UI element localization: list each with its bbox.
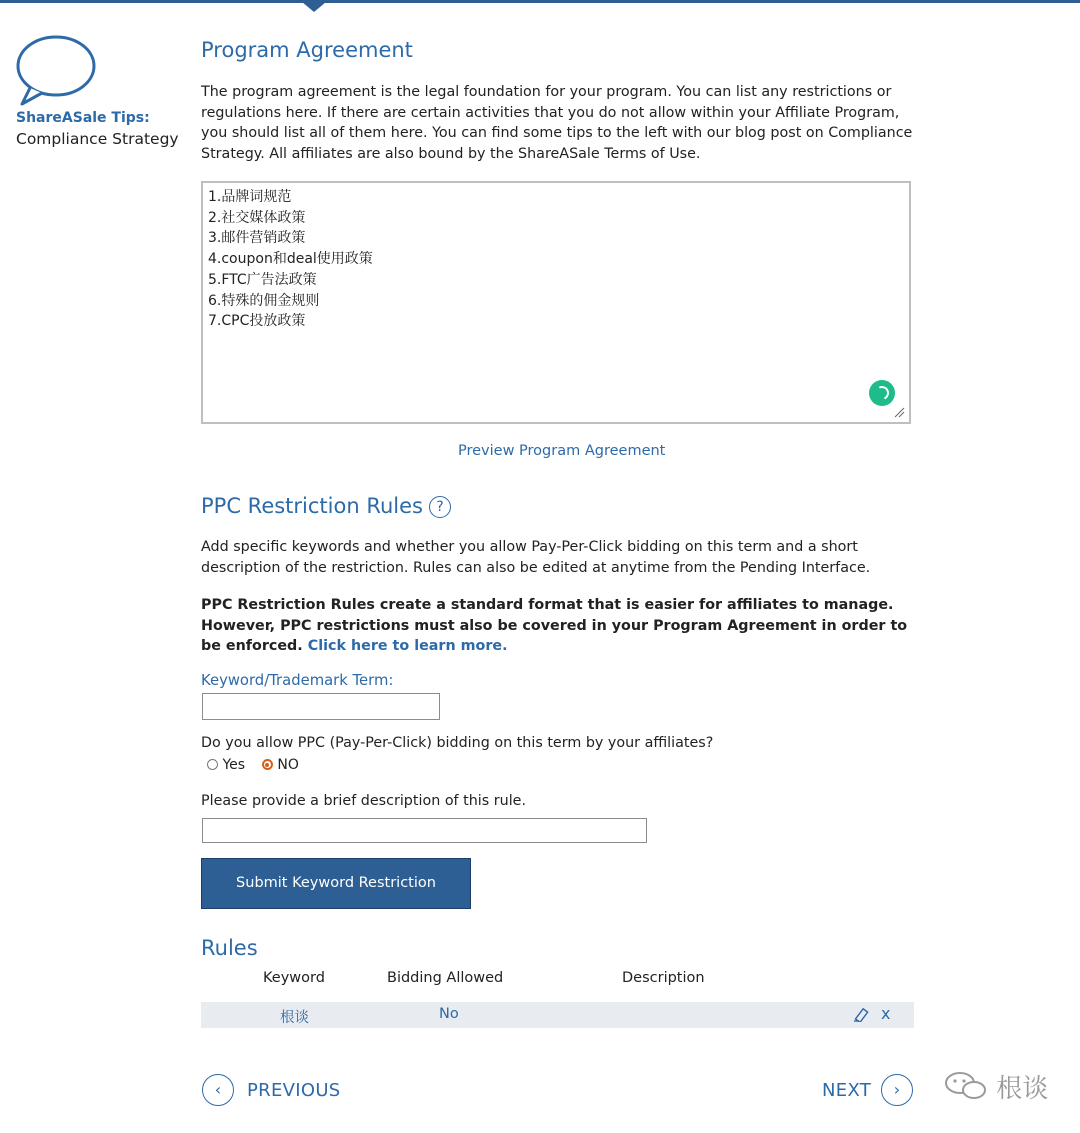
wechat-icon [944,1071,988,1101]
program-agreement-description: The program agreement is the legal foundation for your program. You can list any restrictions or regulations here. If there are certain activities that you do not allow within your Affiliate Program, you should list all of them here. You can find some tips to the left with our blog post on Compliance Strategy. All affiliates are also bound by the ShareASale Terms of Use. [201,84,913,163]
rules-column-bidding: Bidding Allowed [387,970,504,986]
program-agreement-title: Program Agreement [201,38,413,62]
bidding-question: Do you allow PPC (Pay-Per-Click) bidding on this term by your affiliates? [201,735,714,751]
rules-title: Rules [201,936,258,960]
help-icon[interactable]: ? [429,496,451,518]
table-row [201,1002,914,1028]
agreement-line: 1.品牌词规范 [208,189,292,205]
tips-title: ShareASale Tips: [16,110,150,126]
radio-no[interactable] [262,759,273,770]
ppc-description: Add specific keywords and whether you allow Pay-Per-Click bidding on this term and a short description of the restriction. Rules can also be edited at anytime from the Pending Interface. [201,539,871,576]
previous-button[interactable]: PREVIOUS [247,1080,341,1101]
agreement-line: 4.coupon和deal使用政策 [208,251,373,268]
speech-bubble-icon [16,34,98,106]
next-chevron-icon[interactable]: › [881,1074,913,1106]
ppc-title-row [201,494,451,518]
radio-yes[interactable] [207,759,218,770]
next-button[interactable]: NEXT [822,1080,872,1101]
top-bar-notch [302,2,326,12]
pencil-icon[interactable] [853,1006,871,1022]
rule-keyword: 根谈 [280,1010,309,1026]
learn-more-link[interactable]: Click here to learn more. [307,638,508,655]
resize-handle-icon[interactable] [893,406,905,418]
description-input[interactable] [202,818,647,843]
delete-icon[interactable]: x [881,1004,891,1023]
agreement-line: 2.社交媒体政策 [208,209,306,226]
watermark [944,1068,1048,1105]
ppc-title: PPC Restriction Rules [201,494,423,518]
compliance-strategy-link[interactable]: Compliance Strategy [16,130,179,148]
bidding-options [207,757,299,773]
previous-chevron-icon[interactable]: ‹ [202,1074,234,1106]
ppc-notice-text: PPC Restriction Rules create a standard format that is easier for affiliates to manage. However, PPC restrictions must also be covered in your Program Agreement in order to be enforced. [201,597,908,655]
agreement-line: 7.CPC投放政策 [208,313,306,330]
ppc-notice [201,595,916,657]
watermark-text: 根谈 [996,1074,1049,1104]
rules-column-description: Description [622,970,705,986]
agreement-line: 3.邮件营销政策 [208,230,306,247]
top-bar [0,0,1080,3]
rules-column-keyword: Keyword [263,970,325,986]
keyword-label: Keyword/Trademark Term: [201,672,394,689]
agreement-line: 6.特殊的佣金规则 [208,292,320,309]
program-agreement-textarea[interactable] [201,181,911,424]
description-label: Please provide a brief description of this rule. [201,793,527,809]
rule-bidding-allowed: No [439,1006,459,1022]
grammar-check-icon[interactable] [869,380,895,406]
radio-no-label: NO [277,757,299,773]
preview-program-agreement-link[interactable]: Preview Program Agreement [458,443,666,459]
keyword-input[interactable] [202,693,440,720]
tips-panel [16,34,186,148]
radio-yes-label: Yes [222,757,246,773]
agreement-line: 5.FTC广告法政策 [208,271,317,288]
submit-keyword-restriction-button[interactable]: Submit Keyword Restriction [201,858,471,909]
